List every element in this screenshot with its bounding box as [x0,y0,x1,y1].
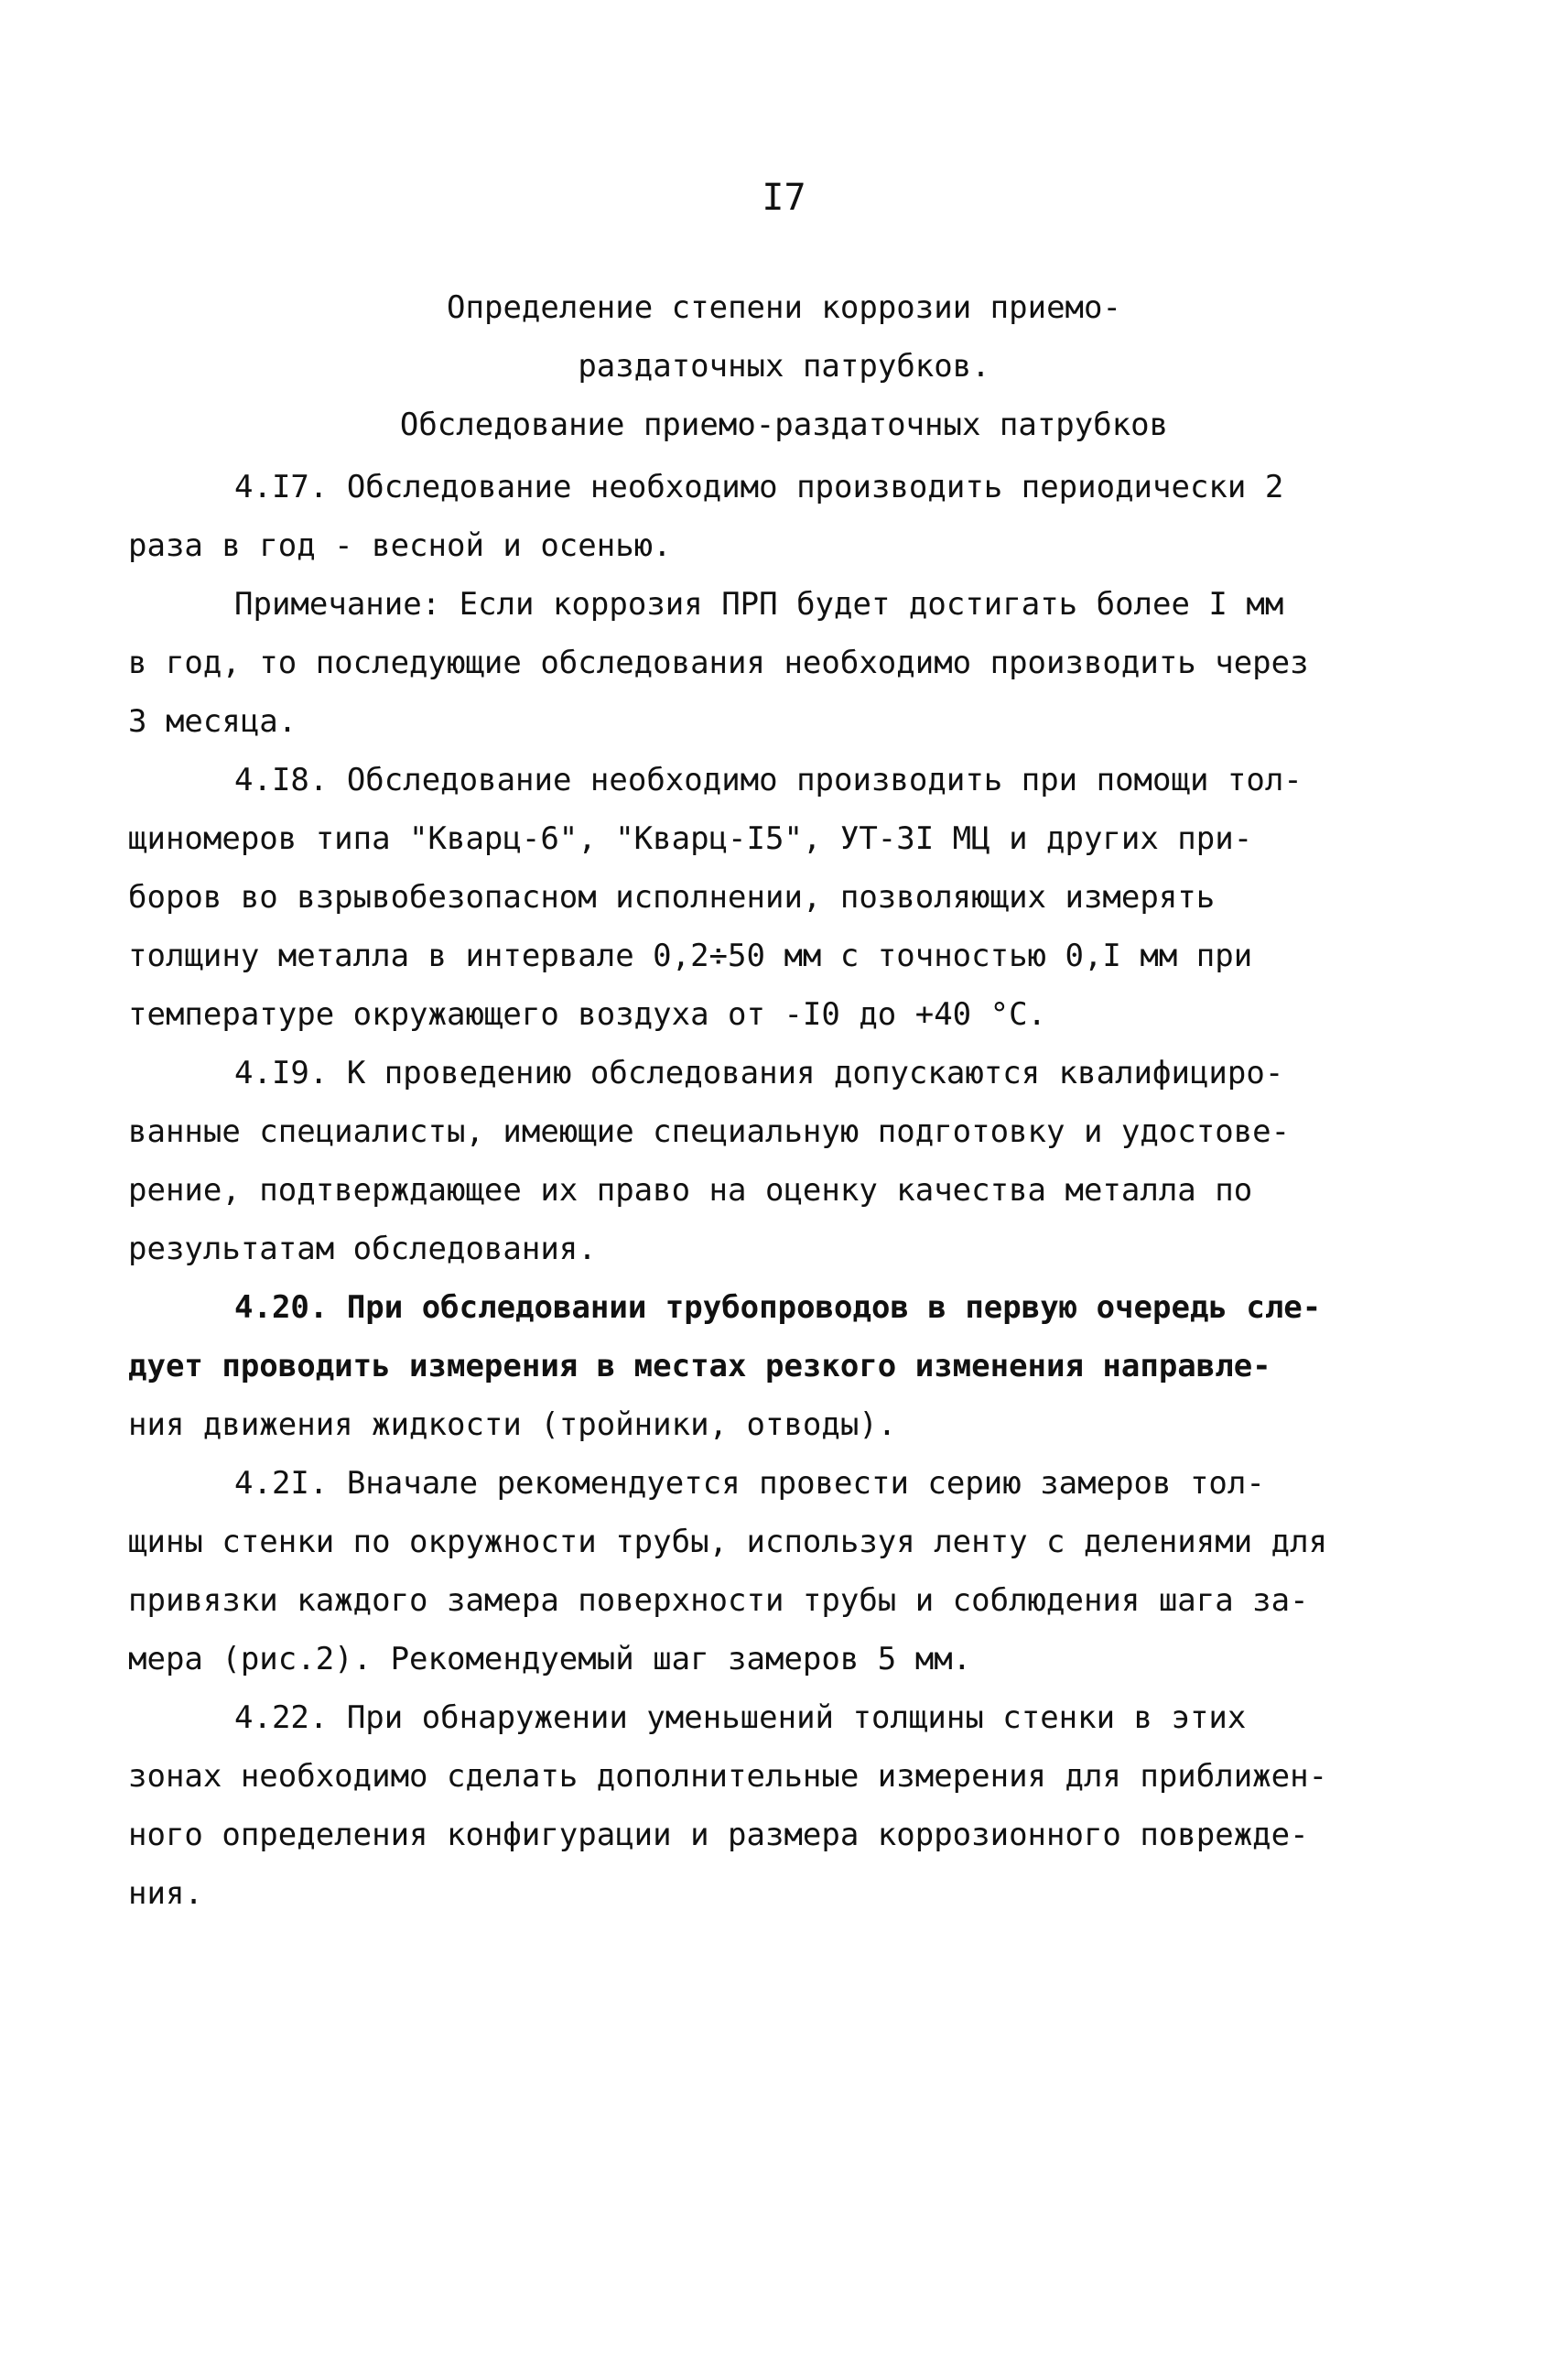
paragraph-line: боров во взрывобезопасном исполнении, позволяющих измерять [128,879,1216,916]
heading-line: Обследование приемо-раздаточных патрубков [399,407,1169,443]
paragraph-line: 4.I9. К проведению обследования допускаются квалифициро- [234,1055,1284,1091]
paragraph-line: привязки каждого замера поверхности трубы и соблюдения шага за- [128,1582,1309,1619]
paragraph-4-20 [128,1278,1322,1454]
paragraph-line: 4.I8. Обследование необходимо производить при помощи тол- [234,762,1303,798]
paragraph-line: рение, подтверждающее их право на оценку качества металла по [128,1172,1253,1209]
paragraph-line: дует проводить измерения в местах резкого изменения направле- [128,1348,1271,1384]
paragraph-line: раза в год - весной и осенью. [128,527,672,564]
paragraph-line: в год, то последующие обследования необходимо производить через [128,645,1309,681]
paragraph-line: 4.I7. Обследование необходимо производить периодически 2 [234,469,1284,505]
paragraph-4-17 [128,458,1318,575]
paragraph-line: 4.2I. Вначале рекомендуется провести серию замеров тол- [234,1465,1265,1502]
paragraph-line: 4.22. При обнаружении уменьшений толщины стенки в этих [234,1699,1247,1736]
paragraph-line: Примечание: Если коррозия ПРП будет достигать более I мм [234,586,1284,623]
paragraph-4-19 [128,1044,1318,1278]
page-number: I7 [762,177,806,219]
heading-line: раздаточных патрубков. [578,348,990,385]
paragraph-line: зонах необходимо сделать дополнительные измерения для приближен- [128,1758,1328,1795]
paragraph-4-22 [128,1688,1328,1923]
paragraph-note [128,575,1318,751]
paragraph-line: 4.20. При обследовании трубопроводов в первую очередь сле- [234,1289,1322,1326]
paragraph-line: щины стенки по окружности трубы, используя ленту с делениями для [128,1524,1328,1560]
document-body [128,458,1328,1923]
paragraph-line: температуре окружающего воздуха от -I0 до +40 °С. [128,996,1047,1033]
paragraph-line: мера (рис.2). Рекомендуемый шаг замеров 5 мм. [128,1641,972,1677]
paragraph-line: ния. [128,1875,203,1912]
paragraph-line: щиномеров типа "Кварц-6", "Кварц-I5", УТ-3I МЦ и других при- [128,820,1253,857]
paragraph-line: толщину металла в интервале 0,2÷50 мм с точностью 0,I мм при [128,938,1253,974]
section-heading [0,278,1568,454]
paragraph-line: ния движения жидкости (тройники, отводы). [128,1406,897,1443]
paragraph-line: результатам обследования. [128,1231,597,1267]
paragraph-4-21 [128,1454,1328,1688]
heading-line: Определение степени коррозии приемо- [447,289,1121,326]
paragraph-4-18 [128,751,1318,1044]
paragraph-line: ного определения конфигурации и размера коррозионного поврежде- [128,1817,1309,1853]
paragraph-line: 3 месяца. [128,703,297,740]
paragraph-line: ванные специалисты, имеющие специальную подготовку и удостове- [128,1113,1291,1150]
